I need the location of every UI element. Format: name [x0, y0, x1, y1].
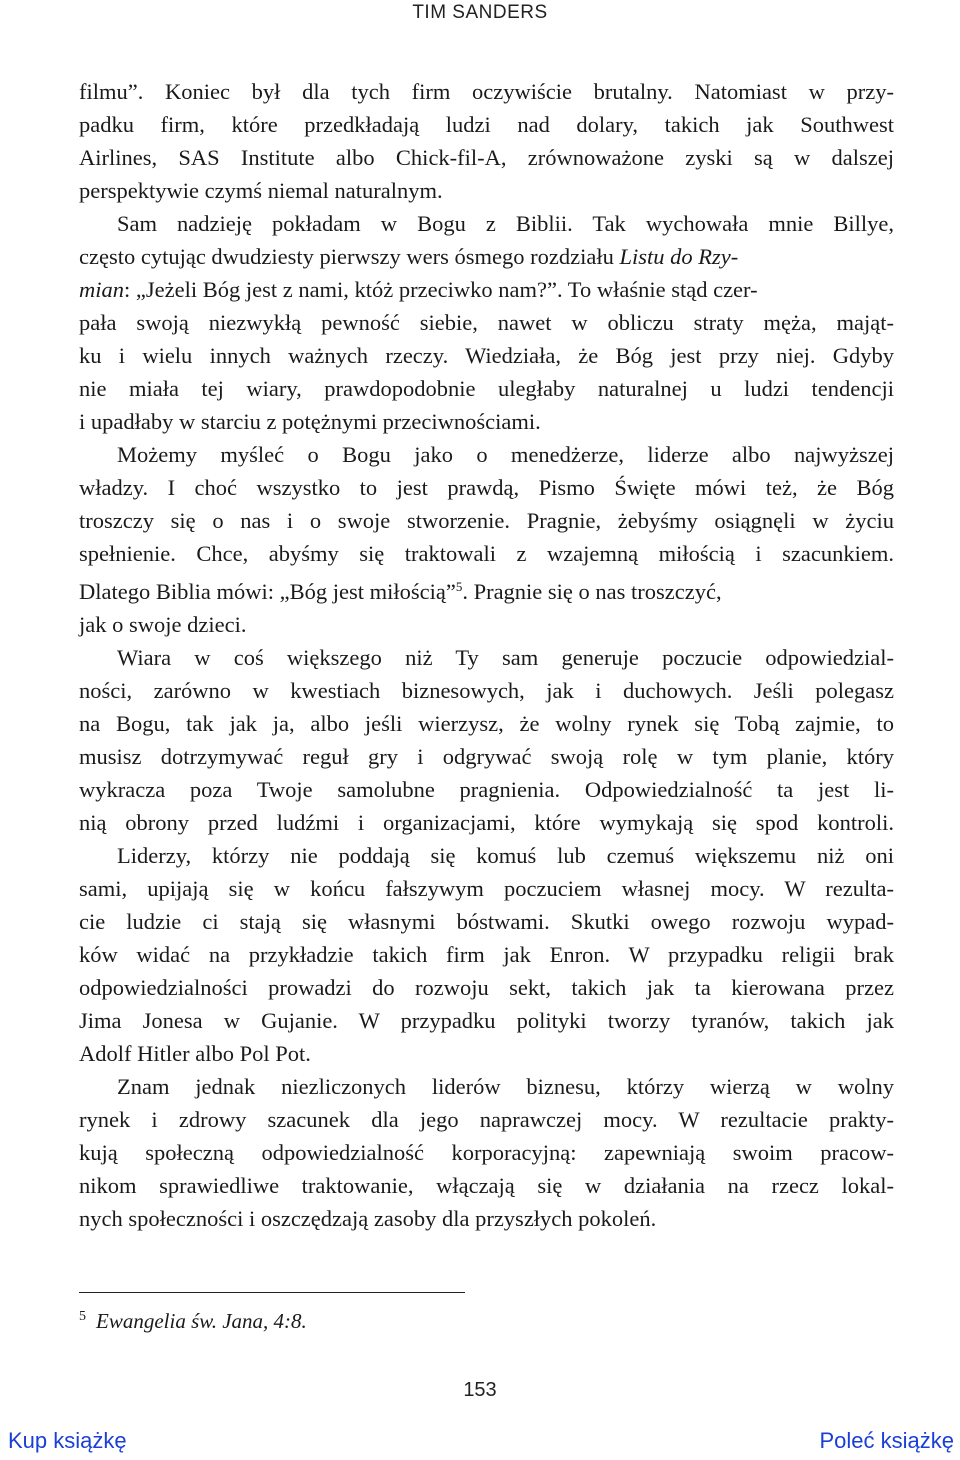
- text-line: odpowiedzialności prowadzi do rozwoju sekt, takich jak ta kierowana przez: [79, 975, 894, 1000]
- footnote-separator: [79, 1292, 465, 1293]
- text-line: [79, 273, 894, 306]
- text-line: pała swoją niezwykłą pewność siebie, nawet w obliczu straty męża, mająt-: [79, 310, 894, 335]
- text-line: i upadłaby w starciu z potężnymi przeciwnościami.: [79, 409, 541, 434]
- footnote-reference: 5: [455, 579, 463, 594]
- text-line: perspektywie czymś niemal naturalnym.: [79, 178, 443, 203]
- running-header: TIM SANDERS: [412, 2, 548, 23]
- text-line: Adolf Hitler albo Pol Pot.: [79, 1041, 311, 1066]
- text-line: wykracza poza Twoje samolubne pragnienia. Odpowiedzialność ta jest li-: [79, 777, 894, 802]
- body-text: [79, 75, 894, 1235]
- text-line: rynek i zdrowy szacunek dla jego naprawczej mocy. W rezultacie prakty-: [79, 1107, 894, 1132]
- text-line: [79, 240, 894, 273]
- book-title-italic: Listu do Rzy-: [619, 244, 739, 269]
- text-line: Airlines, SAS Institute albo Chick-fil-A, zrównoważone zyski są w dalszej: [79, 145, 894, 170]
- text-line: troszczy się o nas i o swoje stworzenie. Pragnie, żebyśmy osiągnęli w życiu: [79, 508, 894, 533]
- text-line: Możemy myśleć o Bogu jako o menedżerze, liderze albo najwyższej: [117, 442, 894, 467]
- footnote: [79, 1309, 307, 1334]
- text-line: filmu”. Koniec był dla tych firm oczywiście brutalny. Natomiast w przy-: [79, 79, 894, 104]
- text-line: nych społeczności i oszczędzają zasoby dla przyszłych pokoleń.: [79, 1206, 657, 1231]
- text-line: nikom sprawiedliwe traktowanie, włączają się w działania na rzecz lokal-: [79, 1173, 894, 1198]
- text-line: ności, zarówno w kwestiach biznesowych, jak i duchowych. Jeśli polegasz: [79, 678, 894, 703]
- text-fragment: Dlatego Biblia mówi: „Bóg jest miłością”: [79, 579, 456, 604]
- text-fragment: często cytując dwudziesty pierwszy wers ósmego rozdziału: [79, 244, 620, 269]
- text-line: Sam nadzieję pokładam w Bogu z Biblii. Tak wychowała mnie Billye,: [117, 211, 894, 236]
- text-line: spełnienie. Chce, abyśmy się traktowali z wzajemną miłością i szacunkiem.: [79, 541, 894, 566]
- footnote-number: 5: [79, 1309, 86, 1324]
- text-line: musisz dotrzymywać reguł gry i odgrywać swoją rolę w tym planie, który: [79, 744, 894, 769]
- text-line: nią obrony przed ludźmi i organizacjami, które wymykają się spod kontroli.: [79, 810, 894, 835]
- text-fragment: . Pragnie się o nas troszczyć,: [462, 579, 722, 604]
- recommend-book-link[interactable]: Poleć książkę: [819, 1428, 954, 1453]
- text-line: sami, upijają się w końcu fałszywym poczuciem własnej mocy. W rezulta-: [79, 876, 894, 901]
- text-fragment: : „Jeżeli Bóg jest z nami, któż przeciwko nam?”. To właśnie stąd czer-: [124, 277, 758, 302]
- text-line: ków widać na przykładzie takich firm jak Enron. W przypadku religii brak: [79, 942, 894, 967]
- text-line: Wiara w coś większego niż Ty sam generuje poczucie odpowiedzial-: [117, 645, 894, 670]
- page-number: 153: [463, 1379, 497, 1401]
- text-line: padku firm, które przedkładają ludzi nad dolary, takich jak Southwest: [79, 112, 894, 137]
- text-line: Liderzy, którzy nie poddają się komuś lub czemuś większemu niż oni: [117, 843, 894, 868]
- text-line: [79, 570, 894, 608]
- text-line: jak o swoje dzieci.: [79, 612, 247, 637]
- text-line: władzy. I choć wszystko to jest prawdą, Pismo Święte mówi też, że Bóg: [79, 475, 894, 500]
- text-line: ku i wielu innych ważnych rzeczy. Wiedziała, że Bóg jest przy niej. Gdyby: [79, 343, 894, 368]
- text-line: na Bogu, tak jak ja, albo jeśli wierzysz, że wolny rynek się Tobą zajmie, to: [79, 711, 894, 736]
- buy-book-link[interactable]: Kup książkę: [8, 1428, 127, 1453]
- footnote-text: Ewangelia św. Jana, 4:8.: [96, 1309, 307, 1333]
- book-title-italic: mian: [79, 277, 124, 302]
- text-line: nie miała tej wiary, prawdopodobnie uległaby naturalnej u ludzi tendencji: [79, 376, 894, 401]
- text-line: kują społeczną odpowiedzialność korporacyjną: zapewniają swoim pracow-: [79, 1140, 894, 1165]
- text-line: Znam jednak niezliczonych liderów biznesu, którzy wierzą w wolny: [117, 1074, 894, 1099]
- text-line: Jima Jonesa w Gujanie. W przypadku polityki tworzy tyranów, takich jak: [79, 1008, 894, 1033]
- text-line: cie ludzie ci stają się własnymi bóstwami. Skutki owego rozwoju wypad-: [79, 909, 894, 934]
